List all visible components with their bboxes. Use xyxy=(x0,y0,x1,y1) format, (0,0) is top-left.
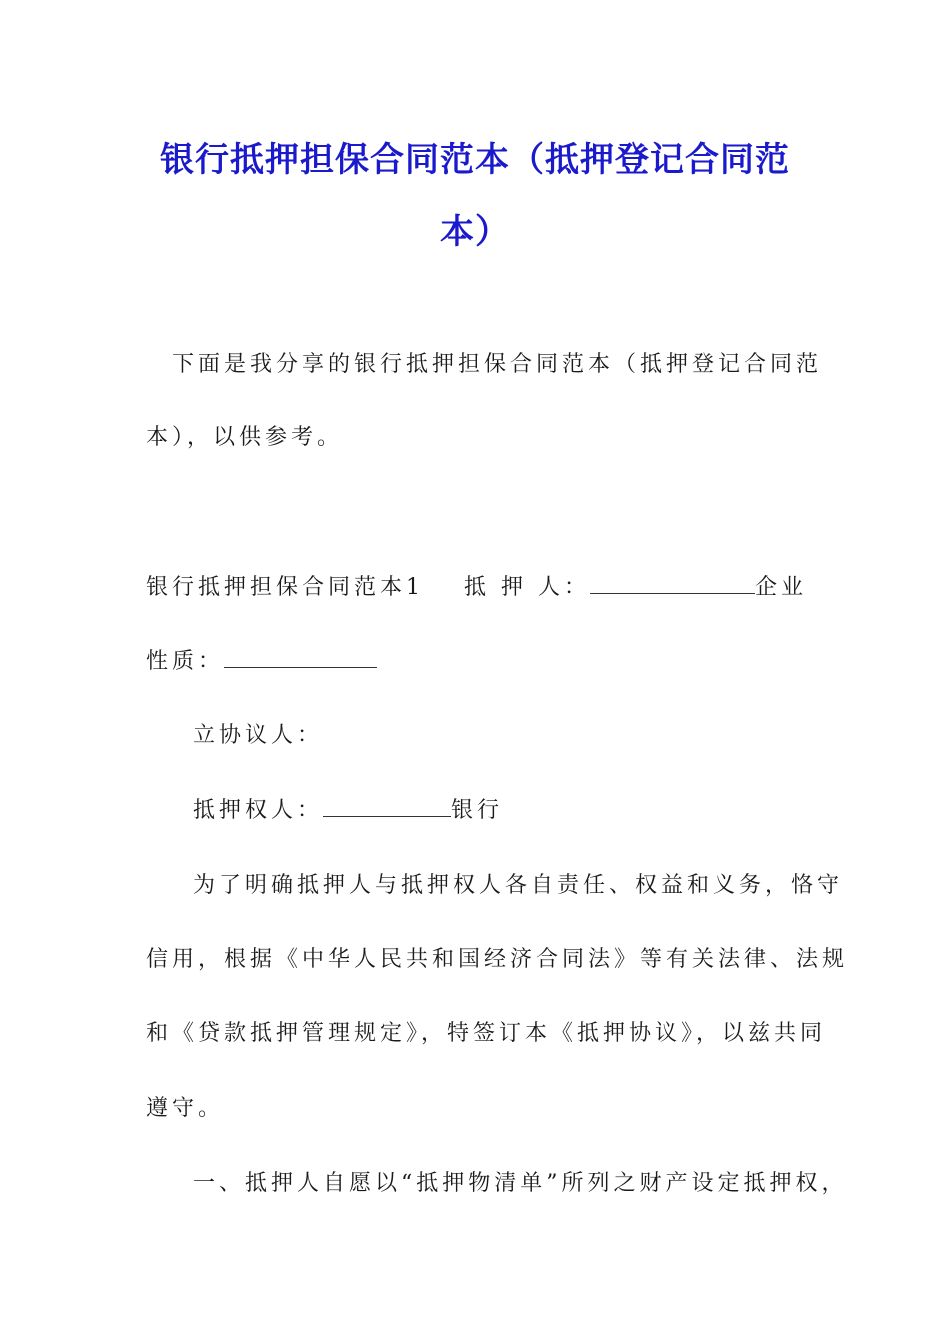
paragraph-1-line-1: 为了明确抵押人与抵押权人各自责任、权益和义务，恪守 xyxy=(193,873,844,898)
document-title-line-2: 本） xyxy=(440,212,510,252)
document-title-line-1: 银行抵押担保合同范本（抵押登记合同范 xyxy=(160,140,790,180)
paragraph-1-line-2: 信用，根据《中华人民共和国经济合同法》等有关法律、法规 xyxy=(146,947,849,972)
intro-line-1: 下面是我分享的银行抵押担保合同范本（抵押登记合同范 xyxy=(172,352,823,377)
clause-1-line-1: 一、抵押人自愿以“抵押物清单”所列之财产设定抵押权， xyxy=(193,1171,848,1196)
paragraph-1-line-4: 遵守。 xyxy=(146,1096,225,1121)
paragraph-1-line-3: 和《贷款抵押管理规定》，特签订本《抵押协议》，以兹共同 xyxy=(146,1021,827,1046)
contract-heading: 银行抵押担保合同范本1 xyxy=(146,575,424,600)
bank-label: 银行 xyxy=(451,798,504,823)
contract-heading-row xyxy=(146,570,807,601)
enterprise-label: 企业 xyxy=(755,575,808,600)
nature-label: 性质： xyxy=(146,649,225,674)
intro-line-2: 本），以供参考。 xyxy=(146,425,344,450)
mortgagee-label: 抵押权人： xyxy=(193,798,324,823)
nature-blank xyxy=(224,647,377,668)
mortgagee-row xyxy=(193,793,503,824)
nature-row xyxy=(146,644,377,675)
mortgagor-label: 抵 押 人： xyxy=(464,575,590,600)
mortgagor-blank xyxy=(590,573,755,594)
parties-label: 立协议人： xyxy=(193,723,324,748)
mortgagee-blank xyxy=(323,796,451,817)
